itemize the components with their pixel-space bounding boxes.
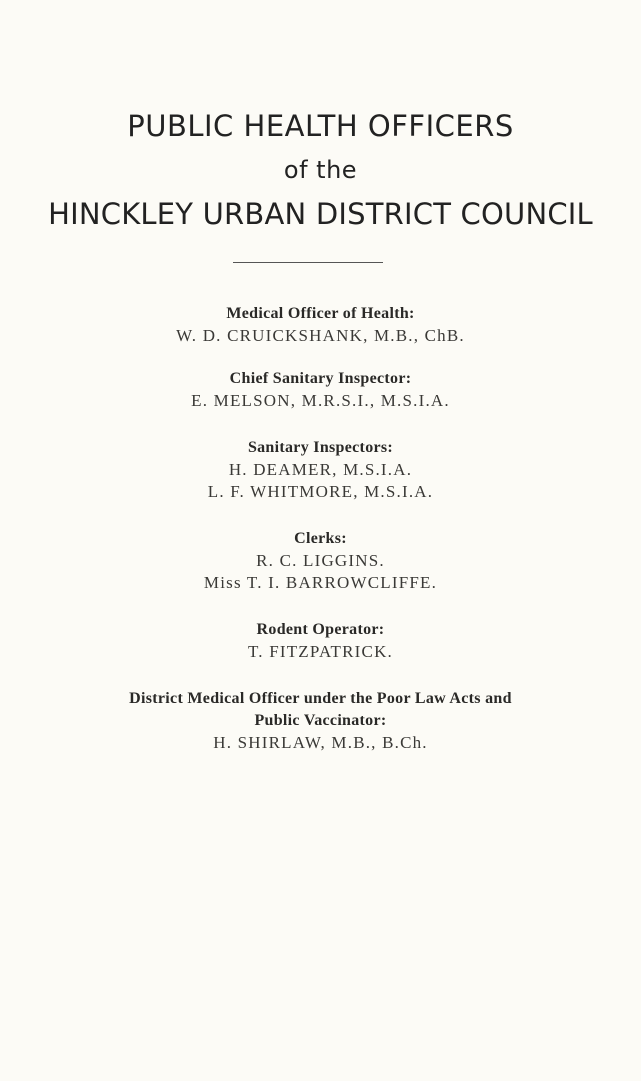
title-line-2: of the (283, 156, 358, 184)
role-title: Rodent Operator: (256, 621, 385, 638)
officer-name: H. DEAMER, M.S.I.A. (228, 460, 413, 479)
role-title: Chief Sanitary Inspector: (229, 370, 412, 387)
officer-section-chief-sanitary-inspector (0, 368, 641, 412)
officer-section-clerks (0, 528, 641, 594)
officer-name: E. MELSON, M.R.S.I., M.S.I.A. (191, 391, 450, 410)
role-title-line-2: Public Vaccinator: (254, 712, 387, 729)
officer-section-rodent-operator (0, 619, 641, 663)
title-line-3: HINCKLEY URBAN DISTRICT COUNCIL (48, 197, 593, 231)
officer-name: Miss T. I. BARROWCLIFFE. (203, 573, 438, 592)
role-title: Sanitary Inspectors: (247, 439, 394, 456)
role-title-line-1: District Medical Officer under the Poor Law Acts and (129, 690, 512, 707)
role-title: Clerks: (294, 530, 347, 547)
title-line-1: PUBLIC HEALTH OFFICERS (127, 109, 514, 143)
page-title (0, 104, 641, 236)
officer-name: R. C. LIGGINS. (256, 551, 385, 570)
officer-section-medical-officer (0, 303, 641, 347)
officer-section-sanitary-inspectors (0, 437, 641, 503)
officer-name: H. SHIRLAW, M.B., B.Ch. (213, 733, 428, 752)
divider-rule (233, 262, 383, 263)
officer-name: W. D. CRUICKSHANK, M.B., ChB. (176, 326, 465, 345)
role-title: Medical Officer of Health: (226, 305, 415, 322)
officer-name: T. FITZPATRICK. (247, 642, 394, 661)
officer-section-district-medical-officer (0, 688, 641, 754)
officer-list (0, 303, 641, 754)
officer-name: L. F. WHITMORE, M.S.I.A. (207, 482, 434, 501)
